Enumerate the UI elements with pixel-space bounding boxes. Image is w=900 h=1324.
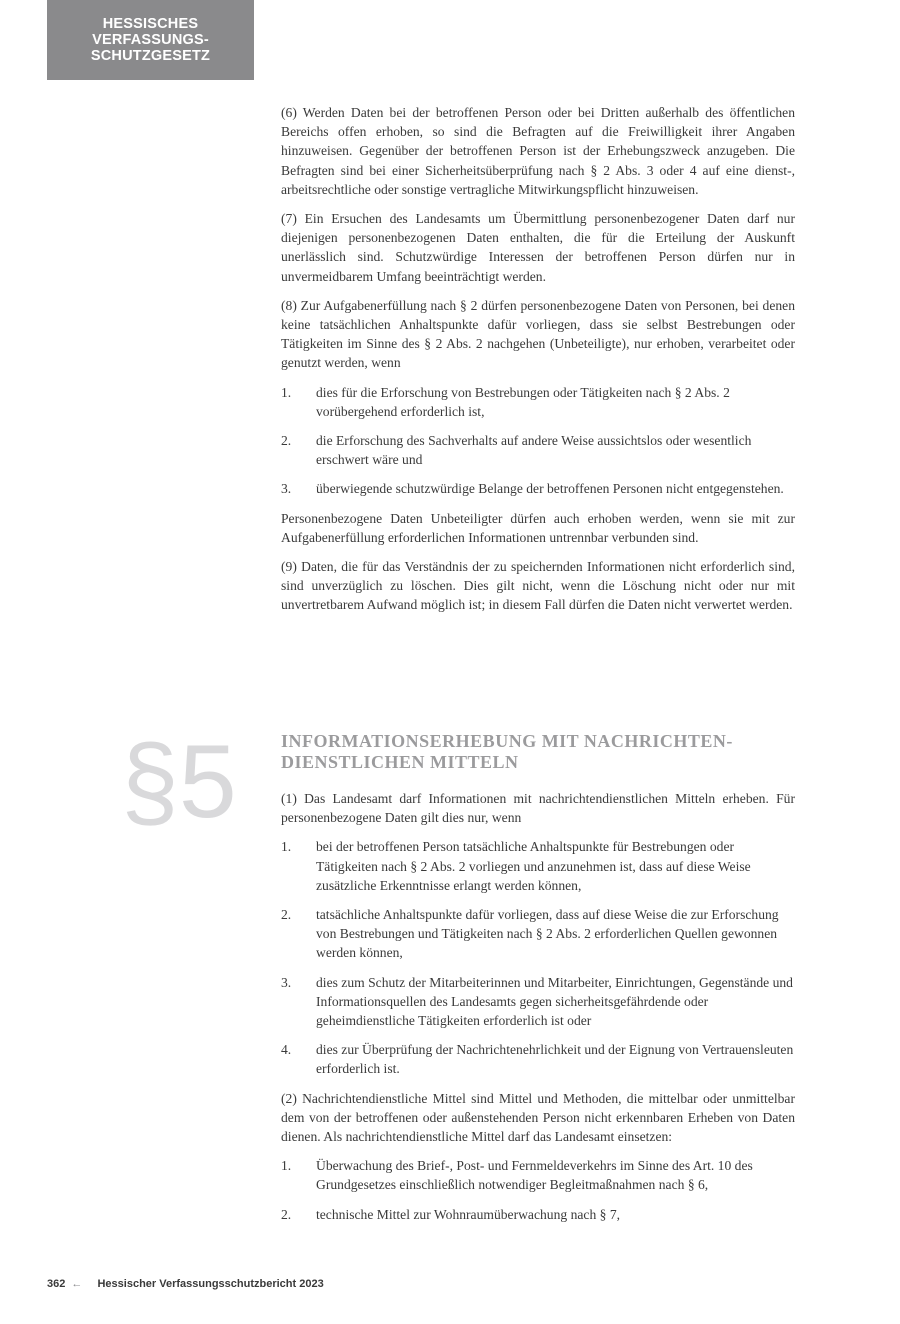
- list-item: [281, 837, 795, 895]
- section-title: [281, 731, 795, 773]
- section-title-line-1: INFORMATIONSERHEBUNG MIT NACHRICHTEN-: [281, 731, 733, 751]
- running-header: [47, 0, 254, 80]
- list-number: 2.: [281, 1206, 292, 1222]
- header-line-1: HESSISCHES: [102, 16, 199, 32]
- list-item: [281, 383, 795, 421]
- section-4-continuation: [281, 103, 795, 625]
- list-number: 4.: [281, 1042, 292, 1058]
- paragraph-6: (6) Werden Daten bei der betroffenen Person oder bei Dritten außerhalb des öffentlichen Bereichs offen erhoben, so sind die Befragten auf die Freiwilligkeit ihrer Angaben hinzuweisen. Gegenüber der betroffenen Person ist der Erhebungszweck anzugeben. Die Befragten sind bei einer Sicherheitsüberprüfung nach § 2 Abs. 3 oder 4 auf eine dienst-, arbeitsrechtliche oder sonstige vertragliche Mitwirkungspflicht hinzuweisen.: [281, 105, 795, 197]
- list-number: 1.: [281, 384, 292, 400]
- list-number: 3.: [281, 481, 292, 497]
- list-paragraph-1: [281, 837, 795, 1078]
- list-item: [281, 973, 795, 1031]
- section-title-line-2: DIENSTLICHEN MITTELN: [281, 752, 519, 772]
- list-text: tatsächliche Anhaltspunkte dafür vorliegen, dass auf diese Weise die zur Erforschung von Bestrebungen und Tätigkeiten nach § 2 Abs. 2 erforderlichen Quellen gewonnen werden können,: [316, 907, 779, 961]
- paragraph-7: (7) Ein Ersuchen des Landesamts um Übermittlung personenbezogener Daten darf nur diejenigen personenbezogenen Daten enthalten, die für die Erteilung der Auskunft unerlässlich sind. Schutzwürdige Interessen der betroffenen Person dürfen nur in unvermeidbarem Umfang beeinträchtigt werden.: [281, 211, 795, 284]
- list-item: [281, 431, 795, 469]
- list-paragraph-2: [281, 1156, 795, 1224]
- paragraph-9: (9) Daten, die für das Verständnis der zu speichernden Informationen nicht erforderlich sind, sind unverzüglich zu löschen. Dies gilt nicht, wenn die Löschung nicht oder nur mit unvertretbarem Aufwand möglich ist; in diesem Fall dürfen die Daten nicht verwertet werden.: [281, 559, 795, 613]
- list-number: 2.: [281, 433, 292, 449]
- paragraph-8b: Personenbezogene Daten Unbeteiligter dürfen auch erhoben werden, wenn sie mit zur Aufgabenerfüllung erforderlichen Informationen untrennbar verbunden sind.: [281, 510, 795, 545]
- list-text: dies zum Schutz der Mitarbeiterinnen und Mitarbeiter, Einrichtungen, Gegenstände und Informationsquellen des Landesamts gegen sicherheitsgefährdende oder geheimdienstliche Tätigkeiten erforderlich ist oder: [316, 974, 793, 1029]
- list-item: [281, 1040, 795, 1078]
- list-number: 1.: [281, 1158, 292, 1174]
- list-item: [281, 905, 795, 963]
- page-footer: [47, 1278, 324, 1290]
- header-line-3: SCHUTZGESETZ: [90, 48, 211, 64]
- list-item: [281, 1156, 795, 1194]
- publication-title: Hessischer Verfassungsschutzbericht 2023: [97, 1278, 324, 1290]
- section-5: [281, 731, 795, 1234]
- list-number: 1.: [281, 839, 292, 855]
- list-number: 2.: [281, 907, 292, 923]
- paragraph-2: (2) Nachrichtendienstliche Mittel sind Mittel und Methoden, die mittelbar oder unmittelbar dem von der betroffenen oder außenstehenden Person nicht erkennbaren Erheben von Daten dienen. Als nachrichtendienstliche Mittel darf das Landesamt einsetzen:: [281, 1090, 795, 1145]
- list-text: technische Mittel zur Wohnraumüberwachung nach § 7,: [316, 1206, 621, 1222]
- list-item: [281, 479, 795, 498]
- page-number: 362: [47, 1278, 66, 1290]
- paragraph-1: (1) Das Landesamt darf Informationen mit nachrichtendienstlichen Mitteln erheben. Für personenbezogene Daten gilt dies nur, wenn: [281, 791, 795, 826]
- header-line-2: VERFASSUNGS-: [92, 32, 209, 48]
- list-text: dies zur Überprüfung der Nachrichtenehrlichkeit und der Eignung von Vertrauensleuten erforderlich ist.: [316, 1042, 794, 1077]
- list-text: die Erforschung des Sachverhalts auf andere Weise aussichtslos oder wesentlich erschwert wäre und: [316, 433, 752, 468]
- arrow-left-icon: ←: [71, 1278, 83, 1290]
- section-number-mark: §5: [121, 724, 237, 840]
- list-text: dies für die Erforschung von Bestrebungen oder Tätigkeiten nach § 2 Abs. 2 vorübergehend erforderlich ist,: [316, 384, 730, 419]
- list-item: [281, 1205, 795, 1224]
- list-text: bei der betroffenen Person tatsächliche Anhaltspunkte für Bestrebungen oder Tätigkeiten nach § 2 Abs. 2 vorliegen und anzunehmen ist, dass auf diese Weise zusätzliche Erkenntnisse erlangt werden können,: [316, 839, 751, 893]
- list-paragraph-8: [281, 383, 795, 499]
- list-text: überwiegende schutzwürdige Belange der betroffenen Personen nicht entgegenstehen.: [316, 481, 784, 497]
- list-number: 3.: [281, 974, 292, 990]
- list-text: Überwachung des Brief-, Post- und Fernmeldeverkehrs im Sinne des Art. 10 des Grundgesetzes einschließlich notwendiger Begleitmaßnahmen nach § 6,: [316, 1158, 753, 1193]
- paragraph-8: (8) Zur Aufgabenerfüllung nach § 2 dürfen personenbezogene Daten von Personen, bei denen keine tatsächlichen Anhaltspunkte dafür vorliegen, dass sie selbst Bestrebungen oder Tätigkeiten im Sinne des § 2 Abs. 2 nachgehen (Unbeteiligte), nur erhoben, verarbeitet oder genutzt werden, wenn: [281, 297, 795, 371]
